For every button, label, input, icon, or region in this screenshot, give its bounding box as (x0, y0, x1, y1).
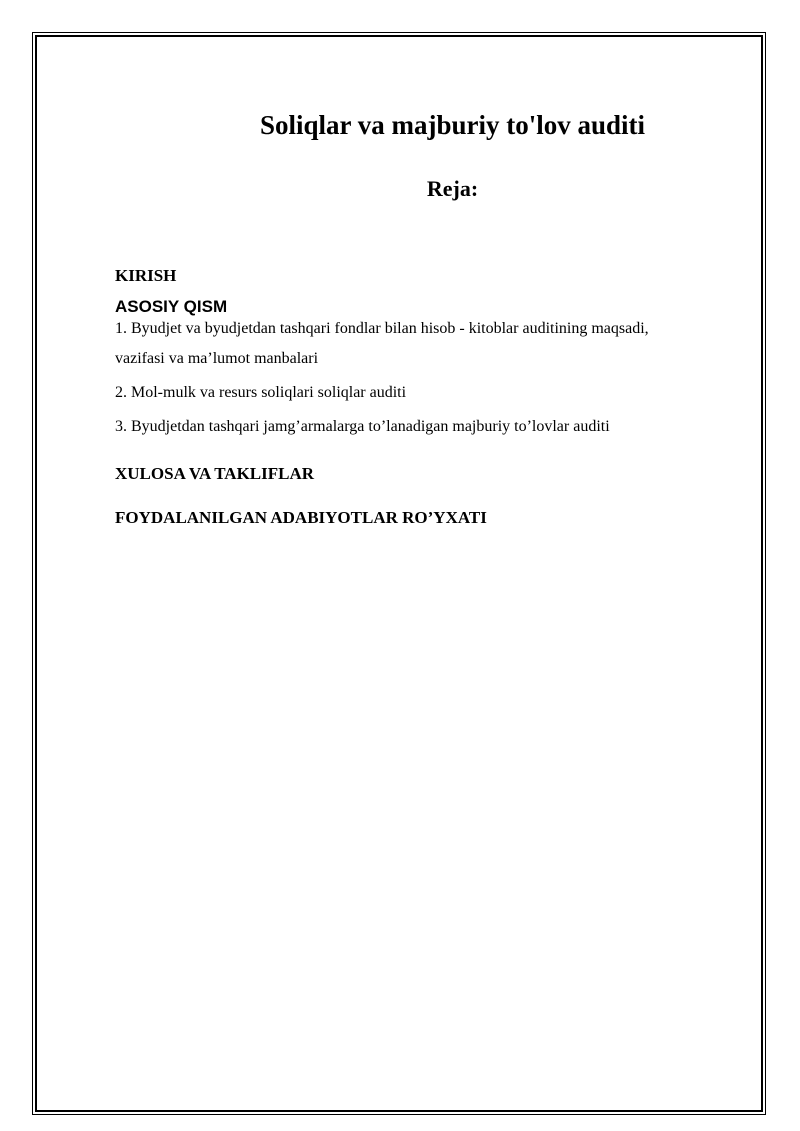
section-intro: KIRISH (115, 266, 177, 285)
document-subtitle: Reja: (426, 176, 479, 201)
section-main: ASOSIY QISM (115, 297, 228, 316)
plan-item-2: 2. Mol-mulk va resurs soliqlari soliqlar auditi (115, 384, 407, 401)
plan-content (115, 266, 750, 528)
document-title: Soliqlar va majburiy to'lov auditi (259, 110, 646, 140)
plan-item-1-line2: vazifasi va ma’lumot manbalari (115, 350, 319, 367)
plan-item-3: 3. Byudjetdan tashqari jamg’armalarga to’lanadigan majburiy to’lovlar auditi (115, 418, 610, 435)
plan-item-1 (115, 316, 750, 376)
section-conclusion: XULOSA VA TAKLIFLAR (115, 464, 315, 483)
section-references: FOYDALANILGAN ADABIYOTLAR RO’YXATI (115, 508, 487, 527)
plan-item-1-line1: 1. Byudjet va byudjetdan tashqari fondlar bilan hisob - kitoblar auditining maqsadi, (115, 320, 649, 337)
